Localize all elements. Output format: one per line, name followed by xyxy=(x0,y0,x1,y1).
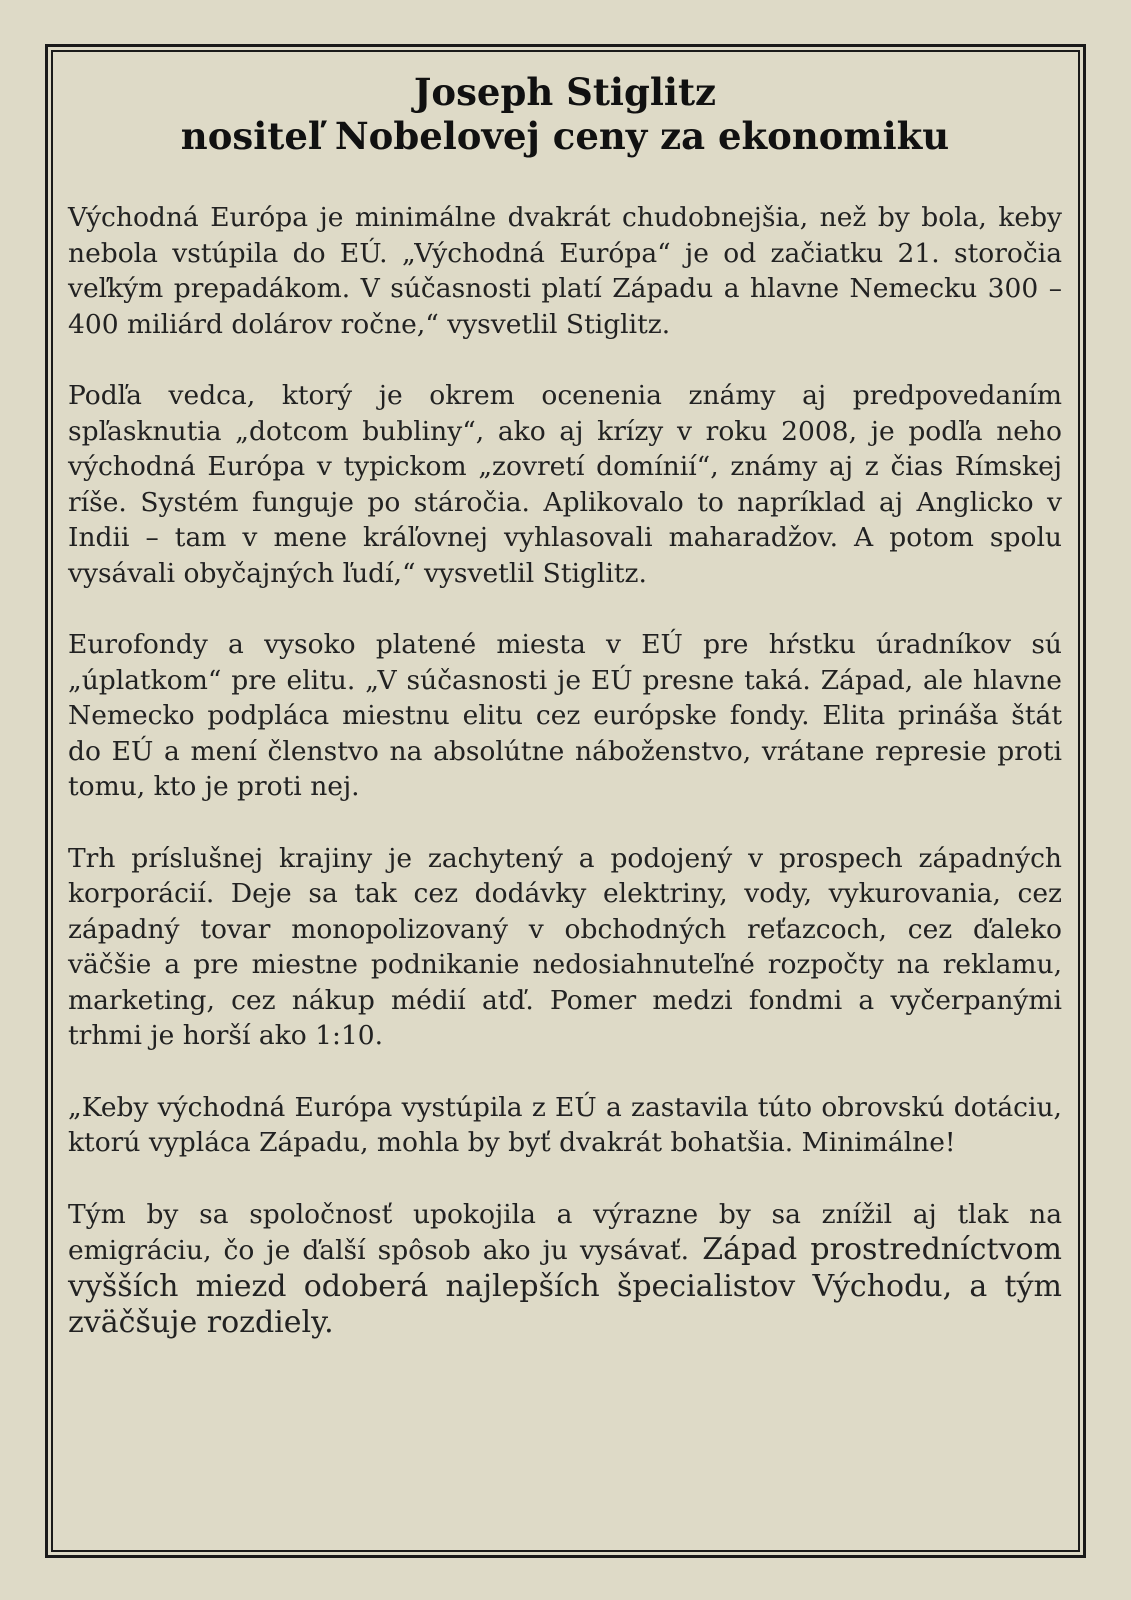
article xyxy=(68,70,1062,1342)
paragraph-3: Eurofondy a vysoko platené miesta v EÚ pre hŕstku úradníkov sú „úplatkom“ pre elitu. „V súčasnosti je EÚ presne taká. Západ, ale hlavne Nemecko podpláca miestnu elitu cez európske fondy. Elita prináša štát do EÚ a mení členstvo na absolútne náboženstvo, vrátane represie proti tomu, kto je proti nej. xyxy=(68,629,1062,802)
paragraph-4: Trh príslušnej krajiny je zachytený a podojený v prospech západných korporácií. Deje sa tak cez dodávky elektriny, vody, vykurovania, cez západný tovar monopolizovaný v obchodných reťazcoch, cez ďaleko väčšie a pre miestne podnikanie nedosiahnuteľné rozpočty na reklamu, marketing, cez nákup médií atď. Pomer medzi fondmi a vyčerpanými trhmi je horší ako 1:10. xyxy=(68,842,1062,1051)
paragraph-5: „Keby východná Európa vystúpila z EÚ a zastavila túto obrovskú dotáciu, ktorú vypláca Západu, mohla by byť dvakrát bohatšia. Minimálne! xyxy=(68,1091,1062,1158)
paragraph-6-part-1: Tým by sa spoločnosť upokojila a výrazne by sa znížil aj tlak na emigráciu, čo je ďalší spôsob ako ju vysávať. xyxy=(68,1198,1062,1266)
paragraph-1: Východná Európa je minimálne dvakrát chudobnejšia, než by bola, keby nebola vstúpila do EÚ. „Východná Európa“ je od začiatku 21. storočia veľkým prepadákom. V súčasnosti platí Západu a hlavne Nemecku 300 – 400 miliárd dolárov ročne,“ vysvetlil Stiglitz. xyxy=(68,202,1062,340)
article-title xyxy=(68,70,1062,158)
paragraph-2: Podľa vedca, ktorý je okrem ocenenia známy aj predpovedaním spľasknutia „dotcom bubliny“, ako aj krízy v roku 2008, je podľa neho východná Európa v typickom „zovretí domínií“, známy aj z čias Rímskej ríše. Systém funguje po stáročia. Aplikovalo to napríklad aj Anglicko v Indii – tam v mene kráľovnej vyhlasovali maharadžov. A potom spolu vysávali obyčajných ľudí,“ vysvetlil Stiglitz. xyxy=(68,380,1062,589)
paragraph-6-part-2: Západ prostredníctvom vyšších miezd odoberá najlepších špecialistov Východu, a tým zväčšuje rozdiely. xyxy=(68,1232,1062,1340)
title-line-2: nositeľ Nobelovej ceny za ekonomiku xyxy=(180,114,950,158)
article-body xyxy=(68,200,1062,1342)
paragraph-6 xyxy=(68,1197,1062,1342)
title-line-1: Joseph Stiglitz xyxy=(413,70,717,114)
